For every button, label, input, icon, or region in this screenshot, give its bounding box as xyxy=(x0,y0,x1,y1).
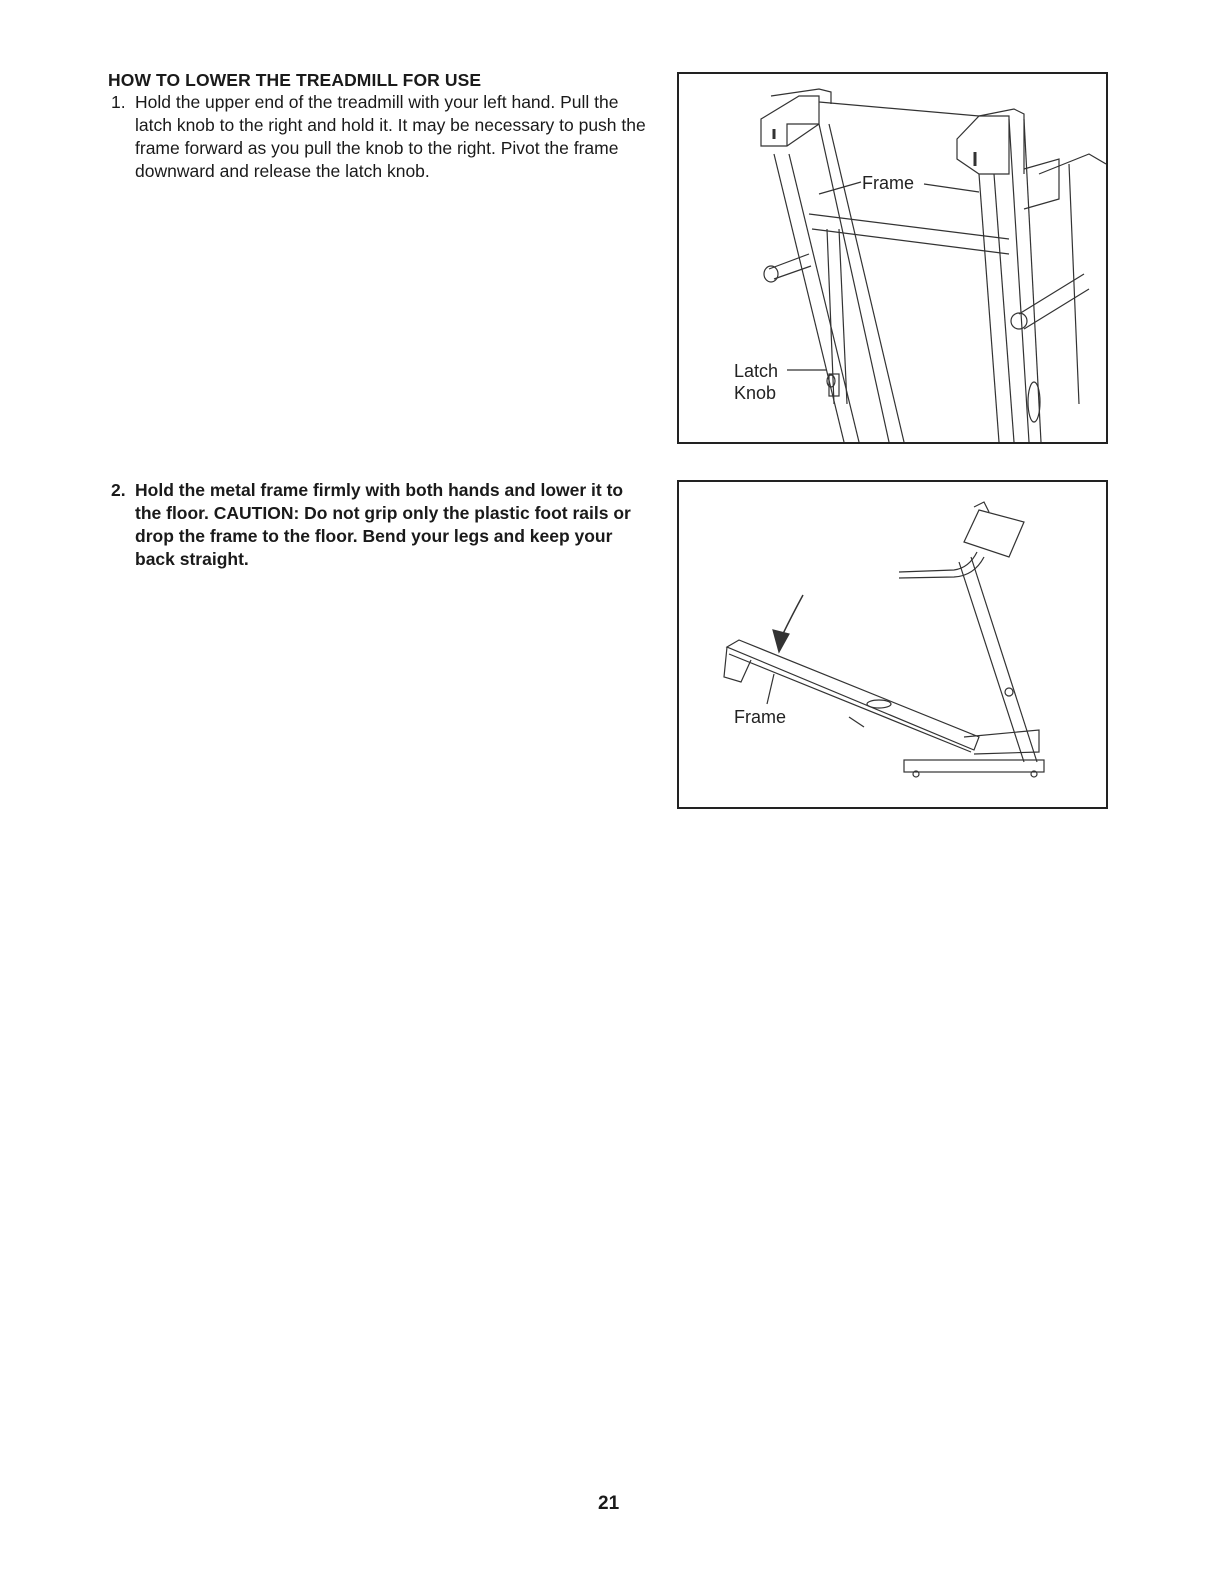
step-number: 1. xyxy=(111,92,126,112)
figure-latch-knob xyxy=(677,72,1108,444)
page-number: 21 xyxy=(598,1493,620,1514)
latch-label: Latch xyxy=(734,361,779,381)
step-number: 2. xyxy=(111,480,126,500)
frame-label: Frame xyxy=(862,173,915,193)
step-2 xyxy=(111,479,651,571)
step-text: Hold the upper end of the treadmill with your left hand. Pull the latch knob to the right and hold it. It may be necessary to push the frame forward as you pull the knob to the right. Pivot the frame downward and release the latch knob. xyxy=(135,92,646,181)
knob-label: Knob xyxy=(734,383,777,403)
frame-label: Frame xyxy=(734,707,787,727)
section-heading: HOW TO LOWER THE TREADMILL FOR USE xyxy=(108,70,482,90)
figure-lower-frame xyxy=(677,480,1108,809)
step-1 xyxy=(111,91,651,183)
treadmill-lowering-illustration xyxy=(679,482,1106,807)
step-text: Hold the metal frame firmly with both hands and lower it to the floor. CAUTION: Do not grip only the plastic foot rails or drop the frame to the floor. Bend your legs and keep your back straight. xyxy=(135,480,631,569)
